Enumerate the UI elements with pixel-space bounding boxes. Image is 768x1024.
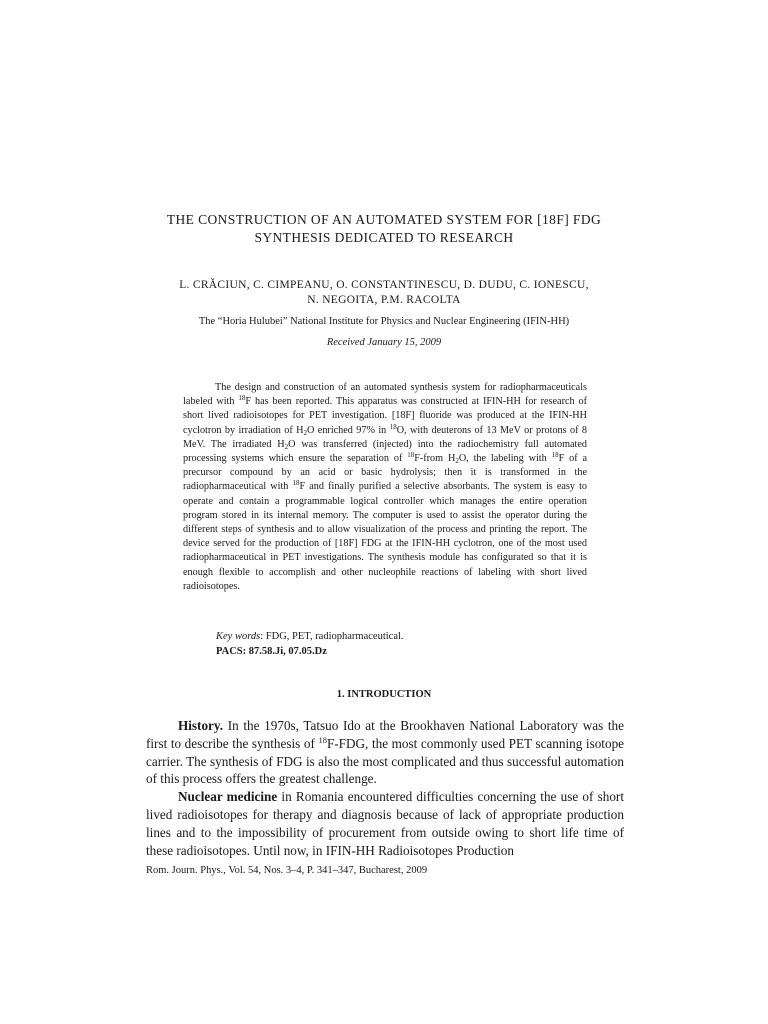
superscript: 18	[389, 422, 397, 431]
title-line-1: THE CONSTRUCTION OF AN AUTOMATED SYSTEM FOR [18F] FDG	[166, 212, 602, 227]
subscript: 2	[303, 428, 308, 437]
abstract-text: O enriched 97% in	[307, 424, 390, 436]
paragraph-nuclear-medicine	[146, 788, 624, 859]
subscript: 2	[455, 457, 459, 466]
run-in-heading: Nuclear medicine	[178, 789, 278, 805]
section-heading: 1. INTRODUCTION	[336, 689, 432, 700]
journal-citation-footer: Rom. Journ. Phys., Vol. 54, Nos. 3–4, P. 341–347, Bucharest, 2009	[146, 865, 428, 876]
keywords	[216, 630, 404, 644]
keywords-separator: :	[260, 631, 266, 642]
abstract-text: O, with deuterons of 13 MeV or protons of 8 MeV. The irradiated H	[183, 424, 587, 450]
pacs-codes: PACS: 87.58.Ji, 07.05.Dz	[216, 646, 327, 657]
subscript: 2	[284, 442, 289, 451]
abstract-text: O, the labeling with	[458, 453, 552, 465]
affiliation: The “Horia Hulubei” National Institute for Physics and Nuclear Engineering (IFIN-HH)	[198, 316, 570, 327]
superscript: 18	[407, 451, 415, 460]
received-date: Received January 15, 2009	[326, 337, 442, 348]
paragraph-history	[146, 717, 624, 788]
run-in-heading: History.	[178, 718, 224, 733]
authors-line-1: L. CRĂCIUN, C. CIMPEANU, O. CONSTANTINESCU, D. DUDU, C. IONESCU,	[179, 279, 589, 291]
paper-title	[140, 211, 628, 247]
superscript: 18	[292, 479, 300, 488]
abstract-text: The design and construction of an automated synthesis system for radiopharmaceuticals labeled with	[183, 382, 587, 408]
superscript: 18	[318, 734, 327, 745]
paragraph-text: F-FDG, the most commonly used PET scanning isotope carrier. The synthesis of FDG is also the most complicated and thus successful automation of this process offers the greatest challenge.	[146, 735, 625, 787]
abstract-text: F and finally purified a selective absorbants. The system is easy to operate and contain a programmable logical controller which manages the entire operation program stored in its internal memory. The computer is used to assist the operator during the different steps of synthesis and to allow visualization of the process and printing the report. The device served for the production of [18F] FDG at the IFIN-HH cyclotron, one of the most used radiopharmaceutical in PET investigations. The synthesis module has configurated so that it is enough flexible to accomplish and other nucleophile reactions of labeling with short lived radioisotopes.	[183, 481, 587, 592]
abstract-text: O was transferred (injected) into the radiochemistry full automated processing systems which ensure the separation of	[183, 438, 587, 465]
author-list	[150, 278, 618, 308]
abstract-text: F-from H	[414, 453, 456, 465]
superscript: 18	[551, 451, 559, 460]
paragraph-text: in Romania encountered difficulties concerning the use of short lived radioisotopes for therapy and diagnosis because of lack of appropriate production lines and to the impossibility of procurement from outside owing to short life time of these radioisotopes. Until now, in IFIN-HH Radioisotopes Production	[146, 789, 624, 858]
abstract	[183, 381, 587, 594]
keywords-value: FDG, PET, radiopharmaceutical.	[265, 631, 404, 642]
abstract-text: F has been reported. This apparatus was constructed at IFIN-HH for research of short lived radioisotopes for PET investigation. [18F] fluoride was produced at the IFIN-HH cyclotron by irradiation of H	[183, 396, 588, 436]
abstract-text: F of a precursor compound by an acid or basic hydrolysis; then it is transformed in the radiopharmaceutical with	[183, 453, 587, 493]
title-line-2: SYNTHESIS DEDICATED TO RESEARCH	[254, 230, 514, 245]
superscript: 18	[238, 394, 246, 403]
paragraph-text: In the 1970s, Tatsuo Ido at the Brookhaven National Laboratory was the first to describe the synthesis of	[146, 718, 624, 751]
keywords-label: Key words	[216, 631, 261, 642]
body-text	[146, 717, 624, 859]
authors-line-2: N. NEGOITA, P.M. RACOLTA	[307, 294, 461, 306]
